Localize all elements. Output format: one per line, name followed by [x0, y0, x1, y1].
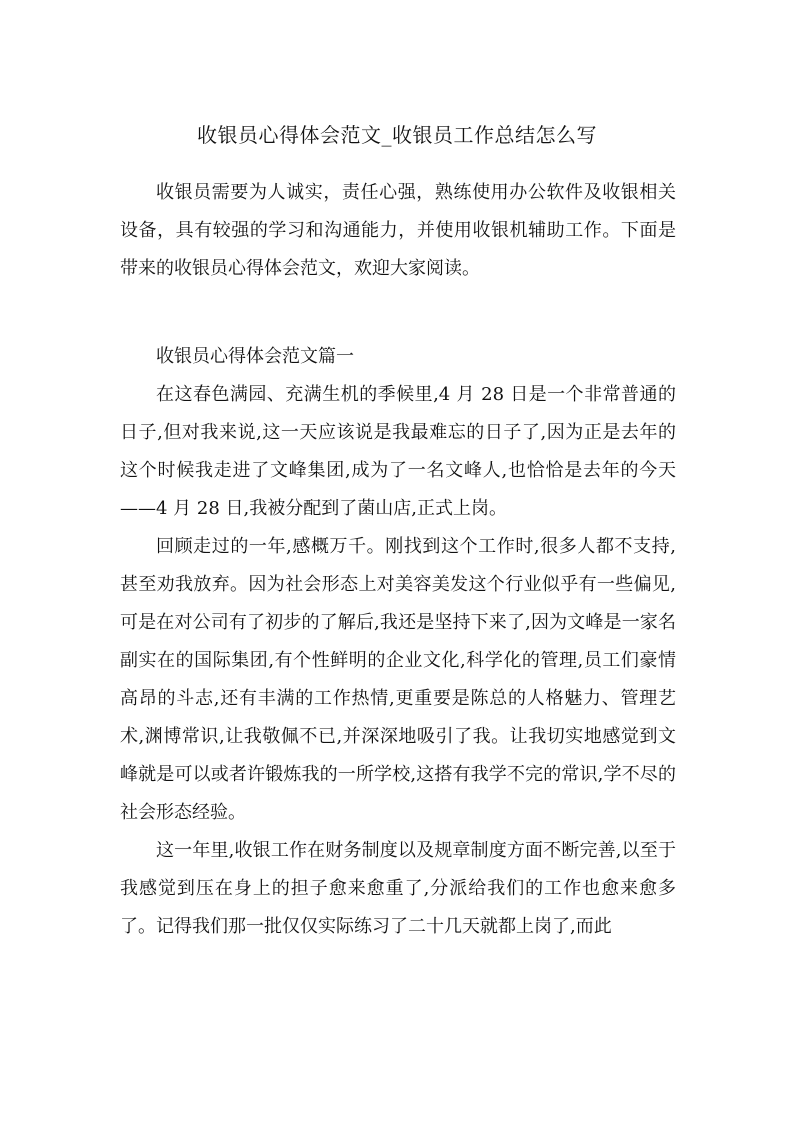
section-block — [120, 338, 676, 946]
intro-block — [120, 174, 676, 288]
body-paragraph-2: 回顾走过的一年,感概万千。刚找到这个工作时,很多人都不支持,甚至劝我放弃。因为社会形态上对美容美发这个行业似乎有一些偏见,可是在对公司有了初步的了解后,我还是坚持下来了,因为文峰是一家名副实在的国际集团,有个性鲜明的企业文化,科学化的管理,员工们豪情高昂的斗志,还有丰满的工作热情,更重要是陈总的人格魅力、管理艺术,渊博常识,让我敬佩不已,并深深地吸引了我。让我切实地感觉到文峰就是可以或者许锻炼我的一所学校,这搭有我学不完的常识,学不尽的社会形态经验。 — [120, 536, 676, 823]
document-title: 收银员心得体会范文_收银员工作总结怎么写 — [197, 123, 597, 147]
intro-paragraph: 收银员需要为人诚实，责任心强，熟练使用办公软件及收银相关设备，具有较强的学习和沟通能力，并使用收银机辅助工作。下面是带来的收银员心得体会范文，欢迎大家阅读。 — [120, 182, 676, 279]
body-paragraph-1: 在这春色满园、充满生机的季候里,4 月 28 日是一个非常普通的日子,但对我来说,这一天应该说是我最难忘的日子了,因为正是去年的这个时候我走进了文峰集团,成为了一名文峰人,也恰恰是去年的今天——4 月 28 日,我被分配到了菌山店,正式上岗。 — [120, 384, 676, 519]
body-paragraph-3: 这一年里,收银工作在财务制度以及规章制度方面不断完善,以至于我感觉到压在身上的担子愈来愈重了,分派给我们的工作也愈来愈多了。记得我们那一批仅仅实际练习了二十几天就都上岗了,而此 — [120, 840, 676, 937]
section-heading: 收银员心得体会范文篇一 — [156, 346, 354, 367]
